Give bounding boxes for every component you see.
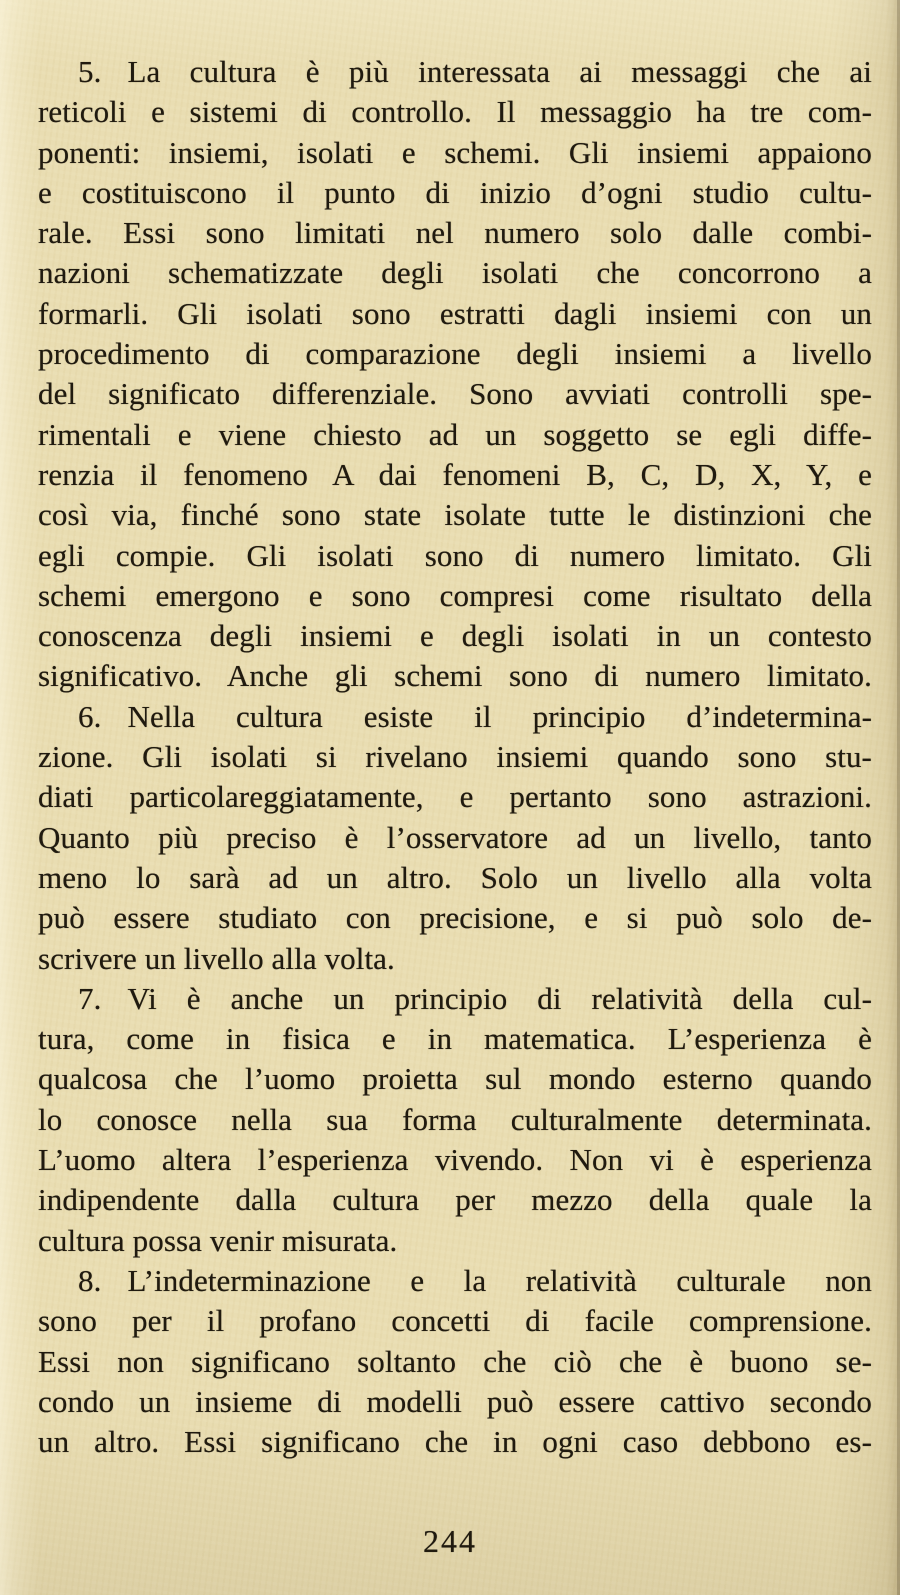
text-line: 7. Vi è anche un principio di relatività della cul- xyxy=(78,980,872,1016)
text-line: rimentali e viene chiesto ad un soggetto se egli diffe- xyxy=(38,416,872,452)
text-line: 6. Nella cultura esiste il principio d’indetermina- xyxy=(78,698,872,734)
text-line: formarli. Gli isolati sono estratti dagli insiemi con un xyxy=(38,295,872,331)
text-line: sono per il profano concetti di facile comprensione. xyxy=(38,1303,872,1339)
text-line: nazioni schematizzate degli isolati che concorrono a xyxy=(38,255,872,291)
text-line: un altro. Essi significano che in ogni caso debbono es- xyxy=(38,1424,872,1460)
text-line: reticoli e sistemi di controllo. Il messaggio ha tre com- xyxy=(38,94,872,130)
paragraph-number: 7. xyxy=(78,980,102,1016)
paragraph xyxy=(38,979,872,1261)
text-line: così via, finché sono state isolate tutte le distinzioni che xyxy=(38,497,872,533)
text-line: cultura possa venir misurata. xyxy=(38,1222,398,1258)
text-line: può essere studiato con precisione, e si può solo de- xyxy=(38,900,872,936)
text-line: scrivere un livello alla volta. xyxy=(38,940,395,976)
text-line: lo conosce nella sua forma culturalmente determinata. xyxy=(38,1101,872,1137)
text-line: conoscenza degli insiemi e degli isolati in un contesto xyxy=(38,618,872,654)
text-line: significativo. Anche gli schemi sono di numero limitato. xyxy=(38,658,872,694)
text-line: procedimento di comparazione degli insiemi a livello xyxy=(38,336,872,372)
paragraph-number: 6. xyxy=(78,698,102,734)
text-line: condo un insieme di modelli può essere cattivo secondo xyxy=(38,1383,872,1419)
text-line: qualcosa che l’uomo proietta sul mondo esterno quando xyxy=(38,1061,872,1097)
paragraph-number: 8. xyxy=(78,1262,102,1298)
page-number: 244 xyxy=(423,1523,477,1559)
text-line: indipendente dalla cultura per mezzo della quale la xyxy=(38,1182,872,1218)
text-line: Quanto più preciso è l’osservatore ad un livello, tanto xyxy=(38,819,872,855)
text-line: diati particolareggiatamente, e pertanto sono astrazioni. xyxy=(38,779,872,815)
text-line: tura, come in fisica e in matematica. L’esperienza è xyxy=(38,1021,872,1057)
text-line: L’uomo altera l’esperienza vivendo. Non vi è esperienza xyxy=(38,1142,872,1178)
text-line: Essi non significano soltanto che ciò che è buono se- xyxy=(38,1343,872,1379)
body-text xyxy=(38,52,872,1462)
text-line: rale. Essi sono limitati nel numero solo dalle combi- xyxy=(38,215,872,251)
text-line: e costituiscono il punto di inizio d’ogni studio cultu- xyxy=(38,174,872,210)
text-line: meno lo sarà ad un altro. Solo un livello alla volta xyxy=(38,859,872,895)
paragraph-number: 5. xyxy=(78,54,102,89)
text-line: ponenti: insiemi, isolati e schemi. Gli insiemi appaiono xyxy=(38,134,872,170)
text-line: schemi emergono e sono compresi come risultato della xyxy=(38,577,872,613)
text-line: zione. Gli isolati si rivelano insiemi quando sono stu- xyxy=(38,739,872,775)
paragraph xyxy=(38,52,872,697)
text-line: 5. La cultura è più interessata ai messaggi che ai xyxy=(78,54,872,89)
paragraph xyxy=(38,1261,872,1462)
text-line: egli compie. Gli isolati sono di numero limitato. Gli xyxy=(38,537,872,573)
paragraph xyxy=(38,697,872,979)
text-line: del significato differenziale. Sono avviati controlli spe- xyxy=(38,376,872,412)
text-line: 8. L’indeterminazione e la relatività culturale non xyxy=(78,1262,872,1298)
text-line: renzia il fenomeno A dai fenomeni B, C, D, X, Y, e xyxy=(38,456,872,492)
